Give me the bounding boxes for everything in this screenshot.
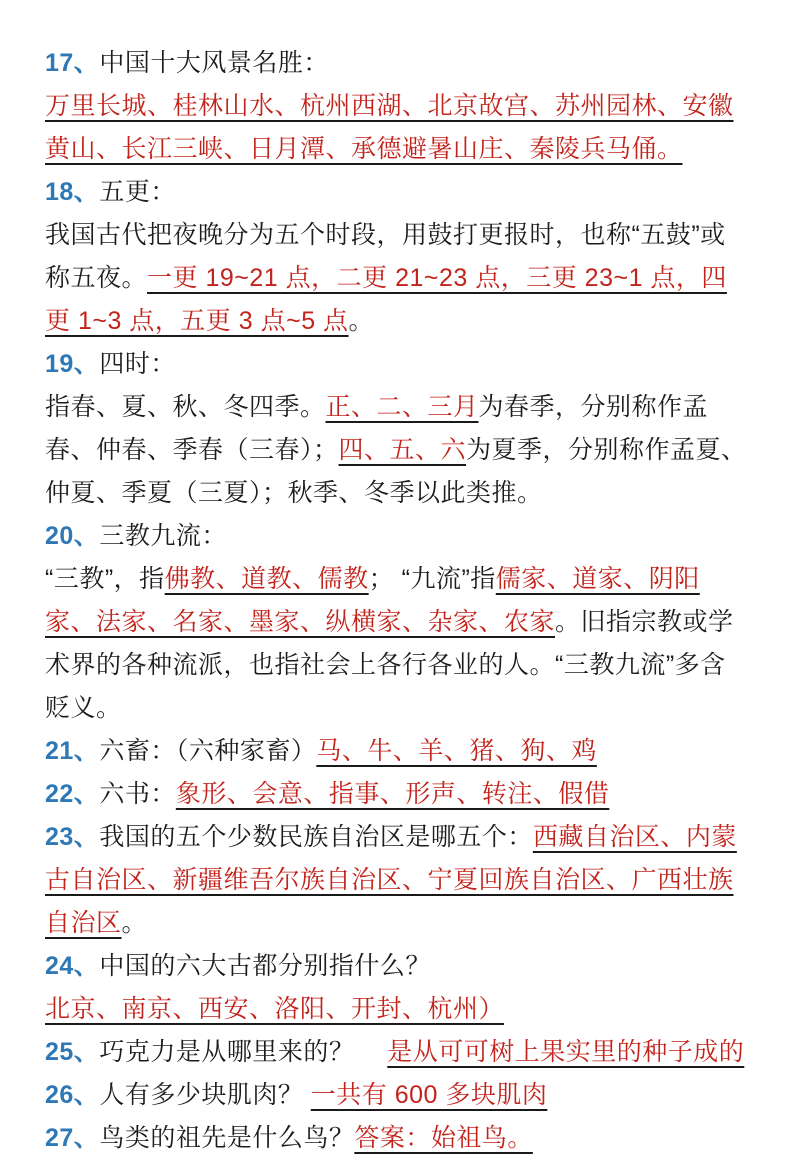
answer-text: 佛教、道教、儒教 bbox=[164, 565, 369, 593]
item-number: 21、 bbox=[45, 737, 100, 765]
question-text: 中国的六大古都分别指什么？ bbox=[99, 952, 431, 980]
answer-text: 象形、会意、指事、形声、转注、假借 bbox=[175, 780, 610, 808]
question-text: 中国十大风景名胜： bbox=[99, 49, 329, 77]
list-item bbox=[45, 42, 749, 171]
question-text: 人有多少块肌肉？ bbox=[99, 1081, 311, 1109]
question-text: 为春季，分别称作孟春、仲春、季春（三春）； bbox=[45, 393, 709, 464]
item-number: 22、 bbox=[45, 780, 100, 808]
question-text: ； “九流”指 bbox=[368, 565, 496, 593]
answer-text: 儒家、道家、阴阳家、法家、名家、墨家、纵横家、杂家、农家 bbox=[45, 565, 700, 636]
list-item bbox=[45, 945, 749, 1031]
item-number: 18、 bbox=[45, 178, 100, 206]
item-number: 23、 bbox=[45, 823, 100, 851]
question-text: 六畜：（六种家畜） bbox=[99, 737, 317, 765]
list-item bbox=[45, 343, 749, 515]
item-number: 20、 bbox=[45, 522, 100, 550]
item-number: 17、 bbox=[45, 49, 100, 77]
question-text: 。旧指宗教或学术界的各种流派，也指社会上各行各业的人。“三教九流”多含贬义。 bbox=[45, 608, 734, 722]
list-item bbox=[45, 1117, 749, 1160]
item-number: 24、 bbox=[45, 952, 100, 980]
list-item bbox=[45, 730, 749, 773]
list-item bbox=[45, 773, 749, 816]
question-text: 为夏季，分别称作孟夏、仲夏、季夏（三夏）；秋季、冬季以此类推。 bbox=[45, 436, 747, 507]
question-text: 指春、夏、秋、冬四季。 bbox=[45, 393, 326, 421]
item-number: 26、 bbox=[45, 1081, 100, 1109]
answer-text: 是从可可树上果实里的种子成的 bbox=[387, 1038, 745, 1066]
question-text: 四时： bbox=[99, 350, 176, 378]
question-text: 。 bbox=[348, 307, 375, 335]
answer-text: 西藏自治区、内蒙古自治区、新疆维吾尔族自治区、宁夏回族自治区、广西壮族自治区 bbox=[45, 823, 737, 937]
question-text: 三教九流： bbox=[99, 522, 227, 550]
item-number: 19、 bbox=[45, 350, 100, 378]
answer-text: 马、牛、羊、猪、狗、鸡 bbox=[316, 737, 597, 765]
list-item bbox=[45, 515, 749, 730]
answer-text: 答案：始祖鸟。 bbox=[354, 1124, 533, 1152]
list-item bbox=[45, 1074, 749, 1117]
item-number: 27、 bbox=[45, 1124, 100, 1152]
answer-text: 正、二、三月 bbox=[325, 393, 479, 421]
question-text: 五更： bbox=[99, 178, 176, 206]
question-text: 巧克力是从哪里来的？ bbox=[99, 1038, 388, 1066]
item-number: 25、 bbox=[45, 1038, 100, 1066]
question-text: 。 bbox=[121, 909, 148, 937]
answer-text: 一共有 600 多块肌肉 bbox=[310, 1081, 548, 1109]
question-text: 六书： bbox=[99, 780, 176, 808]
list-item bbox=[45, 1031, 749, 1074]
question-text: “三教”，指 bbox=[45, 565, 165, 593]
answer-text: 万里长城、桂林山水、杭州西湖、北京故宫、苏州园林、安徽黄山、长江三峡、日月潭、承德避暑山庄、秦陵兵马俑。 bbox=[45, 92, 734, 163]
qa-list bbox=[45, 42, 749, 1160]
answer-text: 一更 19~21 点，二更 21~23 点，三更 23~1 点，四更 1~3 点，五更 3 点~5 点 bbox=[45, 264, 727, 335]
answer-text: 四、五、六 bbox=[338, 436, 467, 464]
list-item bbox=[45, 171, 749, 343]
question-text: 我国古代把夜晚分为五个时段，用鼓打更报时，也称“五鼓”或称五夜。 bbox=[45, 221, 726, 292]
question-text: 我国的五个少数民族自治区是哪五个： bbox=[99, 823, 533, 851]
list-item bbox=[45, 816, 749, 945]
answer-text: 北京、南京、西安、洛阳、开封、杭州） bbox=[45, 995, 505, 1023]
question-text: 鸟类的祖先是什么鸟？ bbox=[99, 1124, 355, 1152]
